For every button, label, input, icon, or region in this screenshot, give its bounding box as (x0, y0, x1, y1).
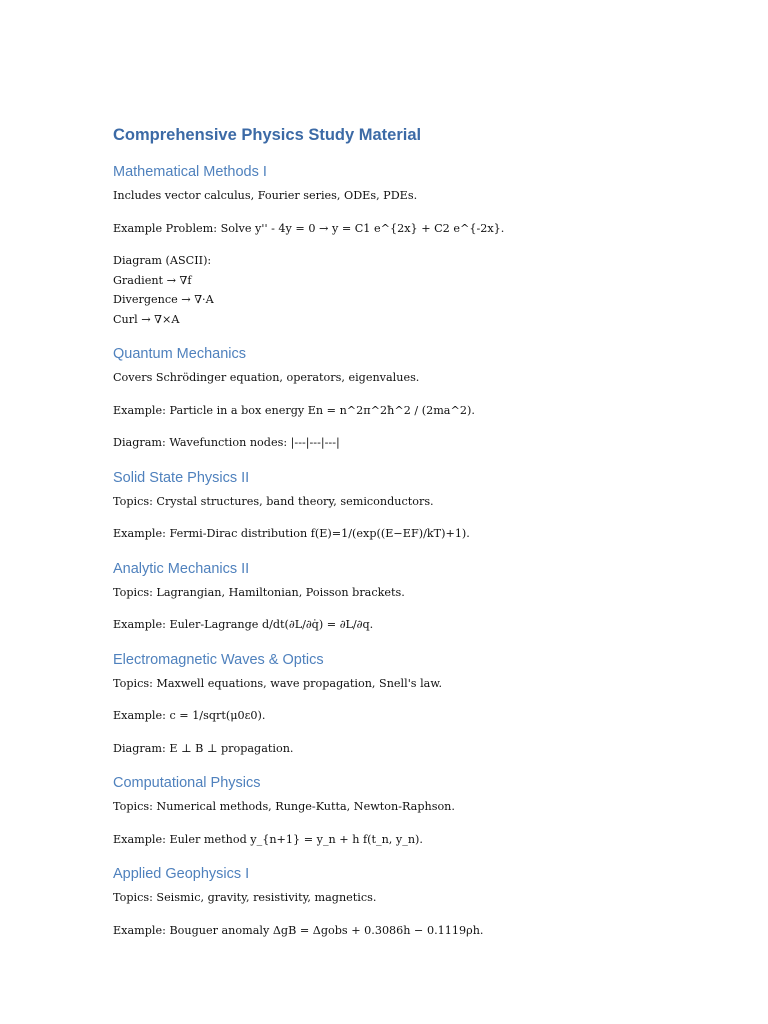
section-analytic-mechanics (113, 558, 713, 635)
diagram-line: Diagram (ASCII): (113, 254, 212, 267)
section-heading: Solid State Physics II (113, 469, 250, 486)
section-heading: Applied Geophysics I (113, 866, 250, 882)
diagram-line: Divergence → ∇·A (113, 293, 214, 306)
diagram-line: Gradient → ∇f (113, 273, 192, 287)
section-paragraph: Example: Fermi-Dirac distribution f(E)=1/(exp((E−EF)/kT)+1). (113, 527, 470, 540)
section-heading: Electromagnetic Waves & Optics (113, 651, 324, 668)
section-paragraph: Topics: Crystal structures, band theory, semiconductors. (113, 494, 434, 508)
section-paragraph: Diagram: E ⊥ B ⊥ propagation. (113, 741, 294, 755)
section-paragraph: Example: Euler method y_{n+1} = y_n + h f(t_n, y_n). (113, 832, 423, 846)
section-paragraph: Covers Schrödinger equation, operators, eigenvalues. (113, 371, 420, 384)
section-paragraph: Topics: Lagrangian, Hamiltonian, Poisson brackets. (113, 585, 405, 599)
section-paragraph: Diagram: Wavefunction nodes: |---|---|---| (113, 436, 340, 449)
section-heading: Quantum Mechanics (113, 346, 246, 362)
document-page (113, 123, 713, 954)
section-paragraph: Topics: Numerical methods, Runge-Kutta, Newton-Raphson. (113, 800, 455, 813)
section-quantum-mechanics (113, 343, 713, 453)
document-title: Comprehensive Physics Study Material (113, 126, 422, 144)
section-paragraph: Topics: Seismic, gravity, resistivity, magnetics. (113, 891, 377, 904)
section-heading: Computational Physics (113, 775, 261, 791)
section-mathematical-methods (113, 161, 713, 329)
section-heading: Analytic Mechanics II (113, 560, 250, 577)
section-paragraph: Includes vector calculus, Fourier series, ODEs, PDEs. (113, 189, 418, 202)
section-paragraph: Topics: Maxwell equations, wave propagation, Snell's law. (113, 676, 443, 690)
section-paragraph: Example: Bouguer anomaly ΔgB = Δgobs + 0.3086h − 0.1119ρh. (113, 923, 484, 937)
diagram-line: Curl → ∇×A (113, 312, 180, 326)
section-paragraph: Example: Euler-Lagrange d/dt(∂L/∂q̇) = ∂L/∂q. (113, 618, 374, 631)
section-computational-physics (113, 772, 713, 849)
section-paragraph: Example: Particle in a box energy En = n^2π^2ħ^2 / (2ma^2). (113, 403, 475, 417)
section-paragraph: Example Problem: Solve y'' - 4y = 0 → y = C1 e^{2x} + C2 e^{-2x}. (113, 221, 505, 235)
ascii-diagram (113, 251, 713, 329)
section-solid-state-physics (113, 467, 713, 544)
section-paragraph: Example: c = 1/sqrt(μ0ε0). (113, 709, 266, 722)
section-heading: Mathematical Methods I (113, 164, 267, 180)
section-electromagnetic-waves (113, 649, 713, 759)
section-applied-geophysics (113, 863, 713, 940)
